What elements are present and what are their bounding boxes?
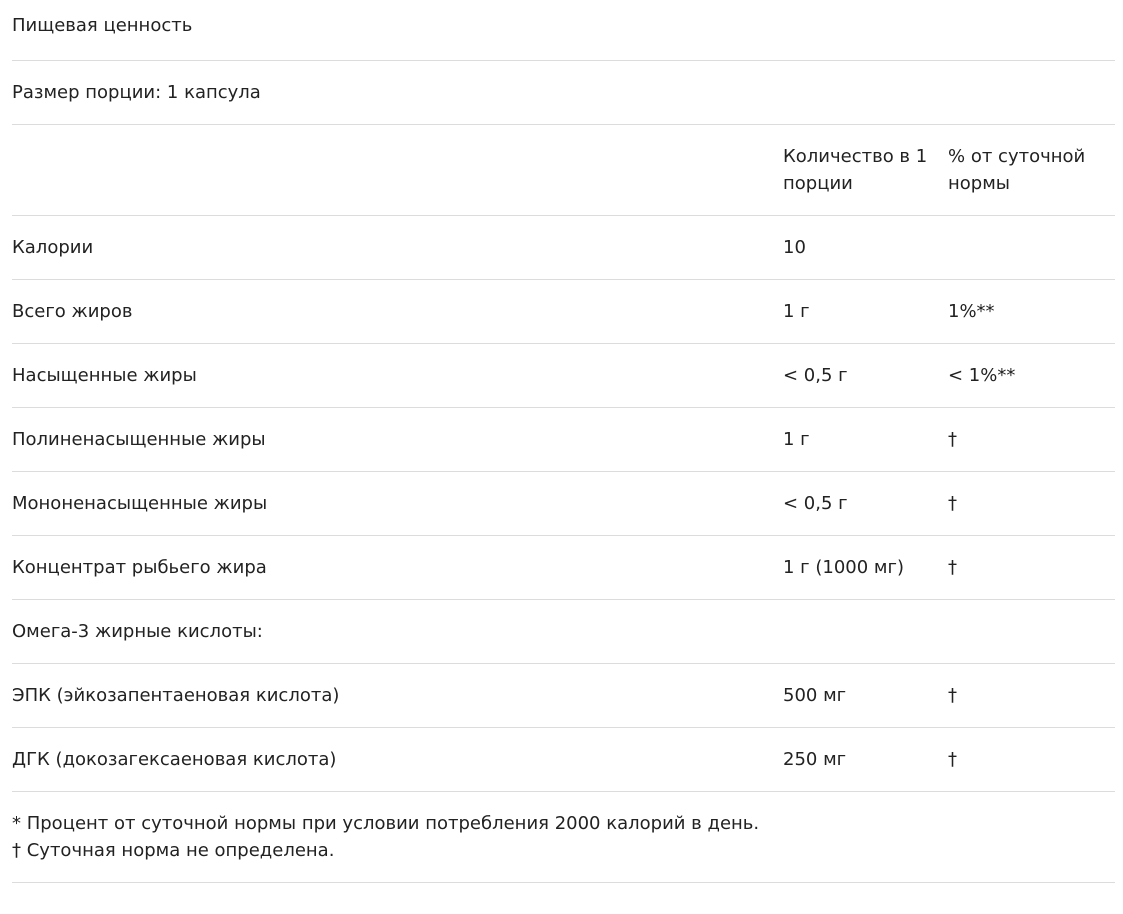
column-header-amount: Количество в 1 порции bbox=[783, 146, 928, 194]
table-row bbox=[12, 344, 1115, 408]
nutrition-facts bbox=[12, 0, 1115, 883]
table-row bbox=[12, 408, 1115, 472]
nutrient-name: Мононенасыщенные жиры bbox=[12, 493, 268, 514]
nutrient-daily-value: † bbox=[948, 749, 957, 770]
footnote-daily-value: * Процент от суточной нормы при условии потребления 2000 калорий в день. bbox=[12, 813, 760, 834]
table-row bbox=[12, 664, 1115, 728]
nutrient-daily-value: 1%** bbox=[948, 301, 995, 322]
footnote-not-established: † Суточная норма не определена. bbox=[12, 840, 335, 861]
nutrient-amount: < 0,5 г bbox=[783, 493, 848, 514]
nutrient-daily-value: † bbox=[948, 685, 957, 706]
nutrient-name: Концентрат рыбьего жира bbox=[12, 557, 267, 578]
nutrient-daily-value: † bbox=[948, 557, 957, 578]
serving-size: Размер порции: 1 капсула bbox=[12, 82, 261, 103]
table-row bbox=[12, 280, 1115, 344]
title-row bbox=[12, 0, 1115, 61]
nutrient-amount: 1 г (1000 мг) bbox=[783, 557, 904, 578]
nutrient-name: ЭПК (эйкозапентаеновая кислота) bbox=[12, 685, 340, 706]
column-header-daily-value: % от суточной нормы bbox=[948, 146, 1086, 194]
footnotes bbox=[12, 792, 1115, 883]
nutrient-amount: 10 bbox=[783, 237, 806, 258]
nutrient-group-name: Омега-3 жирные кислоты: bbox=[12, 621, 263, 642]
table-row bbox=[12, 216, 1115, 280]
serving-row bbox=[12, 61, 1115, 125]
nutrient-amount: < 0,5 г bbox=[783, 365, 848, 386]
nutrient-name: Калории bbox=[12, 237, 94, 258]
nutrient-amount: 250 мг bbox=[783, 749, 847, 770]
table-row bbox=[12, 536, 1115, 600]
nutrient-daily-value: † bbox=[948, 429, 957, 450]
table-row bbox=[12, 600, 1115, 664]
nutrient-name: Полиненасыщенные жиры bbox=[12, 429, 266, 450]
nutrient-name: Насыщенные жиры bbox=[12, 365, 197, 386]
nutrient-amount: 1 г bbox=[783, 429, 810, 450]
nutrient-name: ДГК (докозагексаеновая кислота) bbox=[12, 749, 337, 770]
nutrient-amount: 1 г bbox=[783, 301, 810, 322]
table-header bbox=[12, 125, 1115, 216]
nutrient-amount: 500 мг bbox=[783, 685, 847, 706]
nutrient-daily-value: † bbox=[948, 493, 957, 514]
nutrition-title: Пищевая ценность bbox=[12, 15, 193, 36]
nutrient-daily-value: < 1%** bbox=[948, 365, 1016, 386]
table-row bbox=[12, 728, 1115, 792]
table-row bbox=[12, 472, 1115, 536]
nutrient-name: Всего жиров bbox=[12, 301, 133, 322]
